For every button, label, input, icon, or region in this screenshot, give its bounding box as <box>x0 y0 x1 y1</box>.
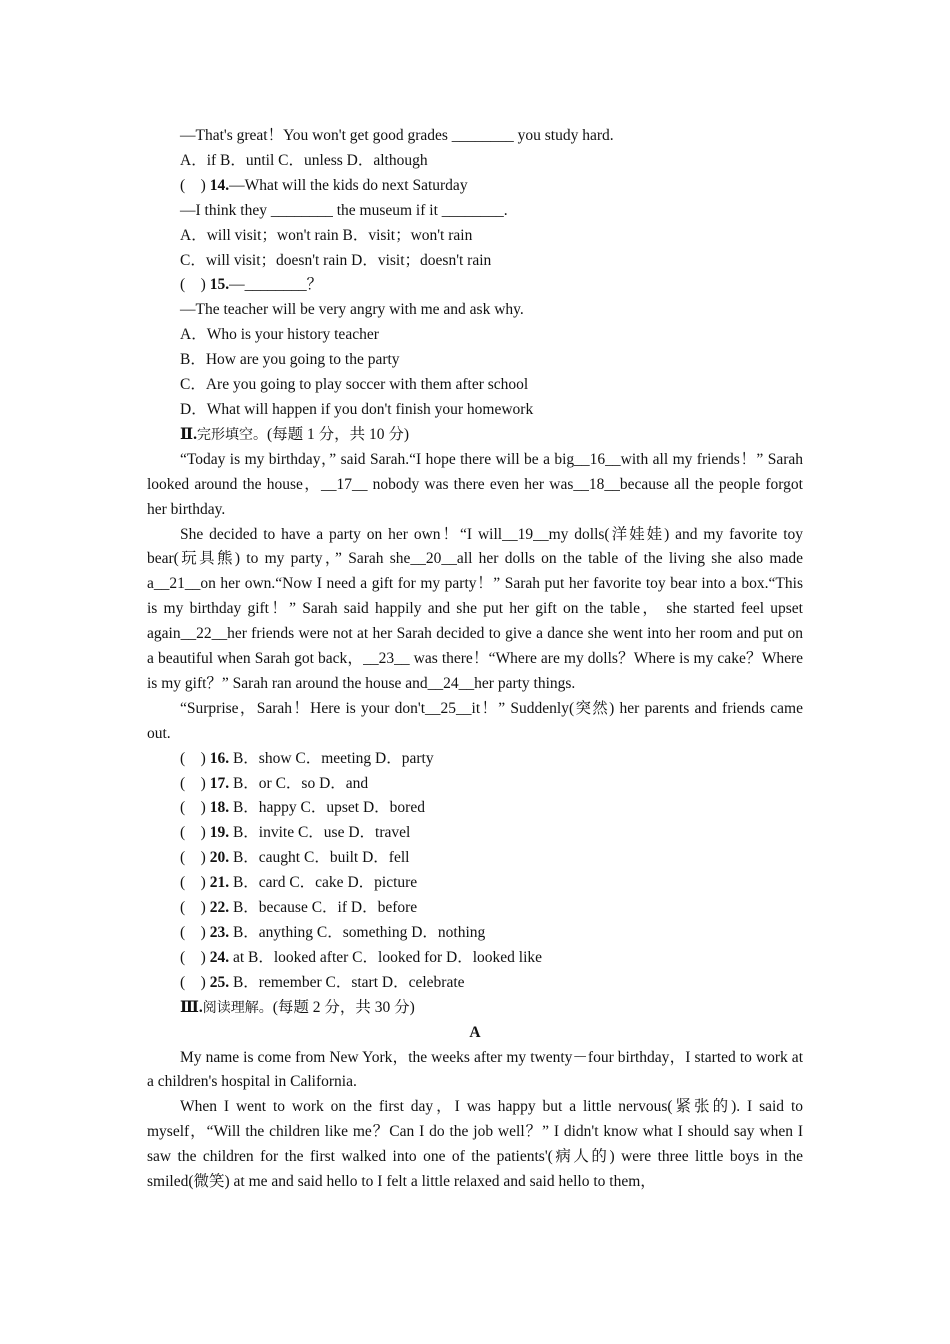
option-text: B．caught C．built D．fell <box>232 849 410 867</box>
answer-paren[interactable]: ( ) <box>180 824 206 842</box>
answer-paren[interactable]: ( ) <box>180 973 206 991</box>
answer-paren[interactable]: ( ) <box>180 799 206 817</box>
question-15-option-c: C．Are you going to play soccer with them after school <box>180 376 529 394</box>
section-score: (每题 2 分，共 30 分) <box>272 998 415 1016</box>
option-row-16 <box>147 747 803 772</box>
question-number: 25. <box>209 973 230 991</box>
question-15-option-b: B．How are you going to the party <box>180 351 400 369</box>
option-row-25 <box>147 971 803 996</box>
section-3-heading <box>147 996 803 1021</box>
answer-paren[interactable]: ( ) <box>180 749 206 767</box>
question-number: 14. <box>209 176 230 194</box>
answer-paren[interactable]: ( ) <box>180 276 206 294</box>
document-page <box>147 124 803 1195</box>
question-15-option-a: A．Who is your history teacher <box>180 326 379 344</box>
answer-paren[interactable]: ( ) <box>180 924 206 941</box>
question-14 <box>147 174 803 199</box>
option-text: B．card C．cake D．picture <box>232 874 418 892</box>
option-row-21 <box>147 871 803 896</box>
option-row-17 <box>147 772 803 797</box>
section-2-heading <box>147 423 803 448</box>
question-number: 24. <box>209 948 230 966</box>
option-text: B．happy C．upset D．bored <box>232 799 425 817</box>
option-text: B．or C．so D．and <box>232 774 369 792</box>
section-title: 完形填空。 <box>196 426 267 443</box>
option-text: B．because C．if D．before <box>232 899 418 917</box>
question-15-line: —The teacher will be very angry with me and ask why. <box>180 301 524 319</box>
answer-paren[interactable]: ( ) <box>180 774 206 792</box>
reading-paragraph: When I went to work on the first day，I was happy but a little nervous(紧张的). I said to myself，“Will the children like me？Can I do the job well？” I didn't know what I should say when I saw the children for the first walked into one of the patients'(病人的) were three little boys in the smiled(微笑) at me and said hello to I felt a little relaxed and said hello to them， <box>147 1098 803 1191</box>
option-row-20 <box>147 846 803 871</box>
option-row-19 <box>147 821 803 846</box>
question-13-options: A．if B．until C．unless D．although <box>180 151 428 169</box>
section-roman: Ⅱ. <box>180 425 197 443</box>
question-number: 21. <box>209 874 230 892</box>
question-15-option-d: D．What will happen if you don't finish your homework <box>180 400 534 418</box>
question-14-line: —I think they ________ the museum if it ________. <box>180 201 508 219</box>
question-number: 23. <box>209 924 230 941</box>
option-text: B．remember C．start D．celebrate <box>232 973 465 991</box>
option-text: B．show C．meeting D．party <box>232 749 434 767</box>
question-number: 18. <box>209 799 230 817</box>
passage-label: A <box>469 1023 481 1041</box>
question-15 <box>147 273 803 298</box>
question-stem: —What will the kids do next Saturday <box>229 176 468 194</box>
question-13-line: —That's great！You won't get good grades ________ you study hard. <box>180 127 614 144</box>
section-score: (每题 1 分，共 10 分) <box>266 425 410 443</box>
question-number: 15. <box>209 276 230 294</box>
cloze-paragraph: “Today is my birthday，” said Sarah.“I hope there will be a big__16__with all my friends！” Sarah looked around the house，__17__ nobody was there even her was__18__because all the people forgot her birthday. <box>147 450 803 518</box>
section-title: 阅读理解。 <box>202 999 273 1016</box>
question-number: 20. <box>209 849 230 867</box>
option-row-24 <box>147 946 803 971</box>
question-stem: —________？ <box>229 276 323 294</box>
option-row-23 <box>147 921 803 946</box>
question-14-options-ab: A．will visit；won't rain B．visit；won't rain <box>180 226 473 244</box>
cloze-paragraph: She decided to have a party on her own！“I will__19__my dolls(洋娃娃) and my favorite toy bear(玩具熊) to my party，” Sarah she__20__all her dolls on the table of the living she also made a__21__on her own.“Now I need a gift for my party！” Sarah put her favorite toy bear into a box.“This is my birthday gift！” Sarah said happily and she put her gift on the table， she started feel upset again__22__her friends were not at her Sarah decided to give a dance she went into her room and put on a beautiful when Sarah got back，__23__ was there！“Where are my dolls？Where is my cake？Where is my gift？” Sarah ran around the house and__24__her party things. <box>147 525 803 692</box>
answer-paren[interactable]: ( ) <box>180 874 206 892</box>
question-number: 16. <box>209 749 230 767</box>
option-row-18 <box>147 796 803 821</box>
question-14-options-cd: C．will visit；doesn't rain D．visit；doesn't rain <box>180 251 492 269</box>
answer-paren[interactable]: ( ) <box>180 899 206 917</box>
answer-paren[interactable]: ( ) <box>180 849 206 867</box>
question-number: 22. <box>209 899 230 917</box>
option-text: B．anything C．something D．nothing <box>232 924 486 941</box>
question-number: 17. <box>209 774 230 792</box>
section-roman: Ⅲ. <box>180 998 203 1016</box>
option-text: at B．looked after C．looked for D．looked like <box>232 948 543 966</box>
answer-paren[interactable]: ( ) <box>180 176 206 194</box>
answer-paren[interactable]: ( ) <box>180 948 206 966</box>
question-number: 19. <box>209 824 230 842</box>
option-row-22 <box>147 896 803 921</box>
reading-paragraph: My name is come from New York，the weeks after my twenty－four birthday，I started to work at a children's hospital in California. <box>147 1048 803 1091</box>
cloze-paragraph: “Surprise，Sarah！Here is your don't__25__it！” Suddenly(突然) her parents and friends came out. <box>147 699 803 742</box>
option-text: B．invite C．use D．travel <box>232 824 411 842</box>
